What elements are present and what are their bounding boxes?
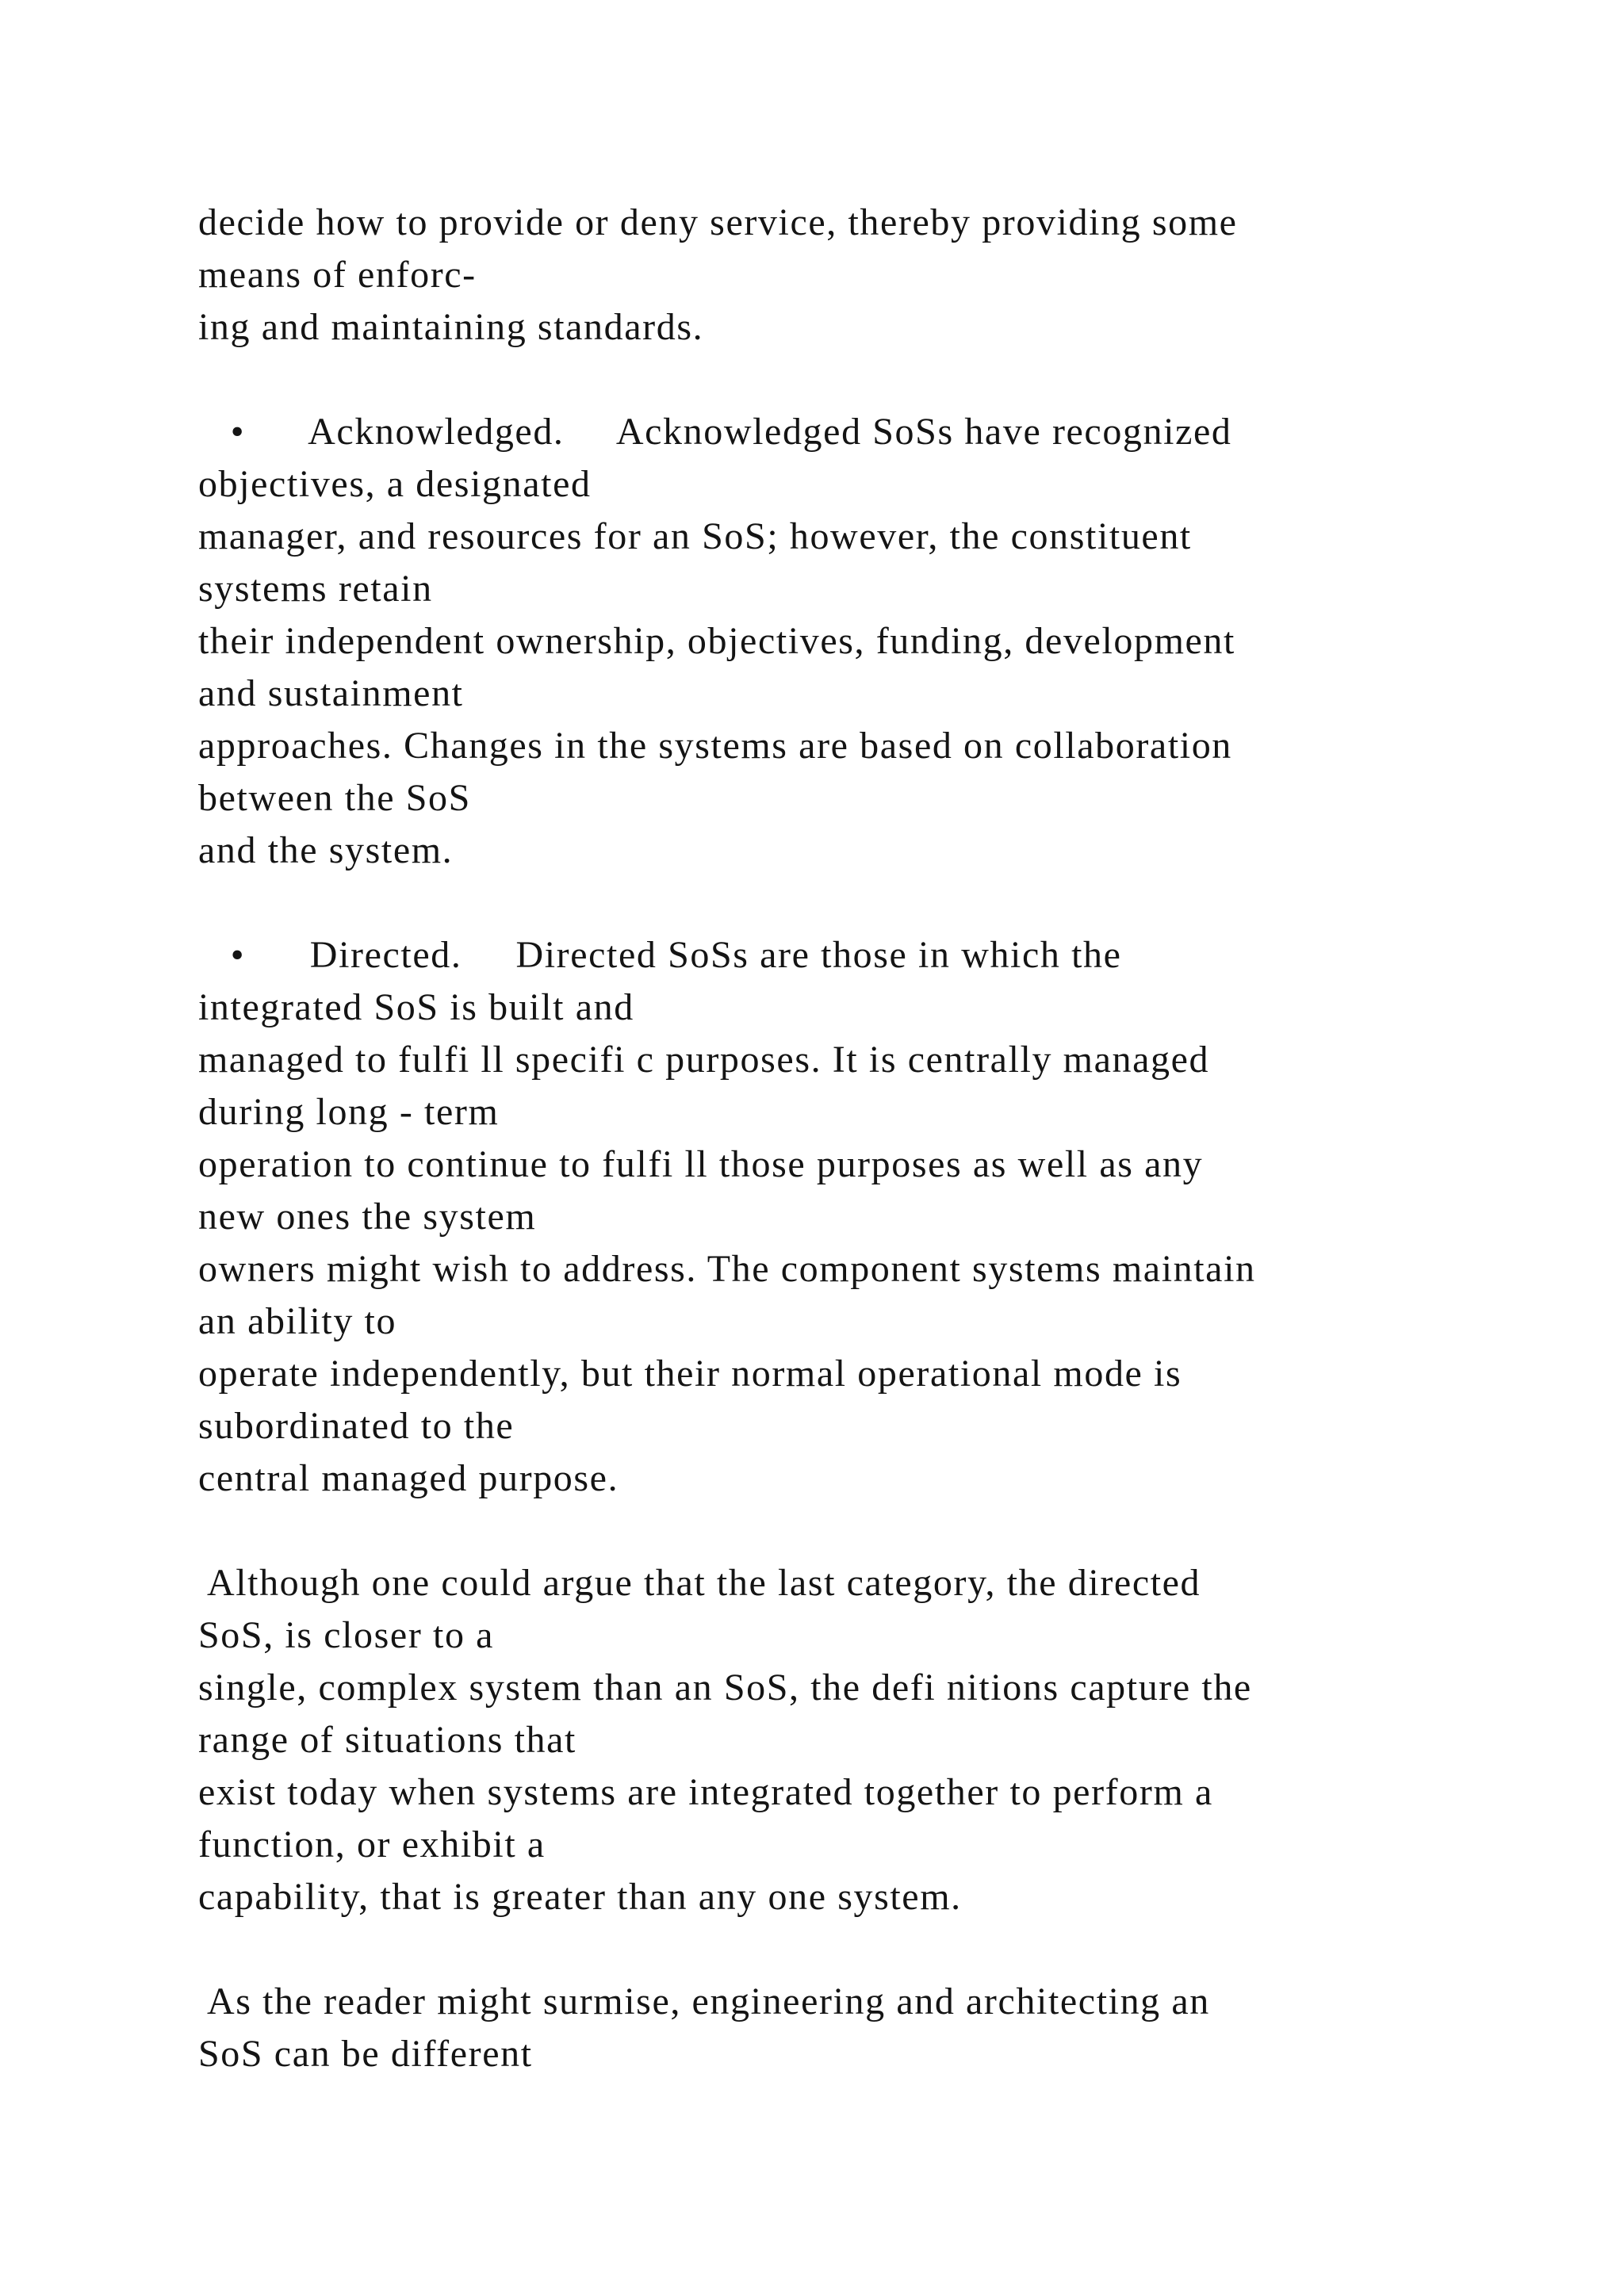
text-line: • Acknowledged. Acknowledged SoSs have recognized <box>198 411 1232 453</box>
text-line: operate independently, but their normal operational mode is <box>198 1353 1182 1395</box>
text-line: their independent ownership, objectives, funding, development <box>198 620 1235 662</box>
text-line: managed to fulfi ll specifi c purposes. It is centrally managed <box>198 1039 1210 1081</box>
text-line: new ones the system <box>198 1196 537 1238</box>
text-line: exist today when systems are integrated together to perform a <box>198 1771 1213 1813</box>
text-line: and the system. <box>198 829 454 871</box>
paragraph-intro <box>198 197 1546 354</box>
text-line: subordinated to the <box>198 1405 515 1447</box>
paragraph-gap <box>198 1923 1546 1976</box>
text-line: objectives, a designated <box>198 463 592 505</box>
text-line: • Directed. Directed SoSs are those in which the <box>198 934 1122 976</box>
text-line: integrated SoS is built and <box>198 986 634 1028</box>
text-line: owners might wish to address. The component systems maintain <box>198 1248 1256 1290</box>
text-line: decide how to provide or deny service, thereby providing some <box>198 201 1238 243</box>
text-line: function, or exhibit a <box>198 1823 546 1866</box>
text-line: manager, and resources for an SoS; however, the constituent <box>198 515 1192 557</box>
paragraph-reader <box>198 1976 1546 2080</box>
text-line: single, complex system than an SoS, the defi nitions capture the <box>198 1667 1252 1709</box>
paragraph-gap <box>198 354 1546 406</box>
text-line: an ability to <box>198 1300 397 1342</box>
text-line: capability, that is greater than any one system. <box>198 1876 962 1918</box>
paragraph-gap <box>198 1505 1546 1557</box>
paragraph-directed <box>198 929 1546 1505</box>
paragraph-acknowledged <box>198 406 1546 877</box>
text-line: during long - term <box>198 1091 500 1133</box>
text-line: means of enforc- <box>198 254 477 296</box>
text-line: systems retain <box>198 568 433 610</box>
text-line: and sustainment <box>198 672 464 714</box>
document-body <box>198 197 1546 2080</box>
paragraph-gap <box>198 877 1546 929</box>
text-line: between the SoS <box>198 777 471 819</box>
text-line: SoS, is closer to a <box>198 1614 495 1656</box>
text-line: central managed purpose. <box>198 1457 619 1499</box>
text-line: ing and maintaining standards. <box>198 306 704 348</box>
text-line: Although one could argue that the last category, the directed <box>198 1562 1201 1604</box>
text-line: As the reader might surmise, engineering and architecting an <box>198 1980 1210 2022</box>
text-line: range of situations that <box>198 1719 576 1761</box>
paragraph-although <box>198 1557 1546 1923</box>
text-line: approaches. Changes in the systems are based on collaboration <box>198 725 1232 767</box>
text-line: SoS can be different <box>198 2033 533 2075</box>
text-line: operation to continue to fulfi ll those purposes as well as any <box>198 1143 1204 1185</box>
